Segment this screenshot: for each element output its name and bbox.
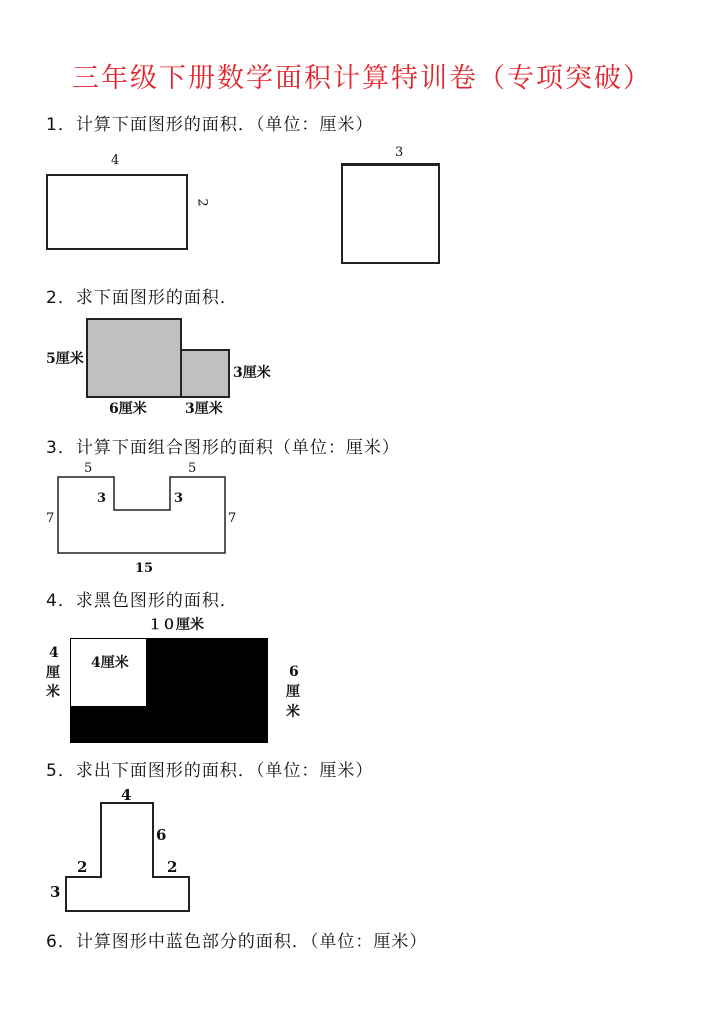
q3-top-left-label: 5 [84, 461, 93, 476]
q3-notch-left-label: 3 [97, 491, 107, 506]
q1-rect-top-label: 4 [111, 153, 120, 168]
q1-square [341, 163, 440, 264]
question-2-text: 2．求下面图形的面积． [46, 288, 238, 308]
q4-right-unit-2: 米 [286, 704, 300, 720]
q3-notch-right-label: 3 [174, 491, 184, 506]
q3-right-label: 7 [228, 511, 237, 526]
q3-left-label: 7 [46, 511, 55, 526]
worksheet-title: 三年级下册数学面积计算特训卷（专项突破） [72, 63, 652, 94]
q5-side-label: 6 [156, 826, 167, 844]
question-5-text: 5．求出下面图形的面积．（单位：厘米） [46, 761, 374, 781]
q4-left-unit-1: 厘 [46, 665, 60, 681]
q3-top-right-label: 5 [188, 461, 197, 476]
question-3-text: 3．计算下面组合图形的面积（单位：厘米） [46, 438, 400, 458]
q2-left-label: 5厘米 [46, 351, 84, 367]
q4-inner-label: 4厘米 [91, 655, 129, 671]
question-1-text: 1．计算下面图形的面积．（单位：厘米） [46, 115, 374, 135]
q5-height-label: 3 [50, 883, 61, 901]
q2-composite-shape [85, 317, 233, 399]
question-6-text: 6．计算图形中蓝色部分的面积．（单位：厘米） [46, 932, 428, 952]
q4-white-square [71, 639, 146, 706]
q5-top-label: 4 [121, 786, 132, 804]
q4-left-unit-2: 米 [46, 684, 60, 700]
q3-notched-shape [57, 476, 227, 555]
q4-right-unit-1: 厘 [286, 684, 300, 700]
q1-rect-right-label: 2 [194, 198, 210, 207]
q1-square-top-label: 3 [395, 145, 404, 160]
q2-right-label: 3厘米 [233, 365, 271, 381]
q5-step-left-label: 2 [77, 858, 88, 876]
q4-left-number: 4 [49, 645, 59, 661]
question-4-text: 4．求黑色图形的面积． [46, 591, 238, 611]
q5-step-right-label: 2 [167, 858, 178, 876]
q2-bottom-right-label: 3厘米 [185, 401, 223, 417]
q1-rectangle [46, 174, 188, 250]
q4-top-label: １０厘米 [148, 617, 204, 633]
q3-bottom-label: 15 [135, 561, 154, 576]
q2-bottom-left-label: 6厘米 [109, 401, 147, 417]
q4-right-number: 6 [289, 664, 299, 680]
